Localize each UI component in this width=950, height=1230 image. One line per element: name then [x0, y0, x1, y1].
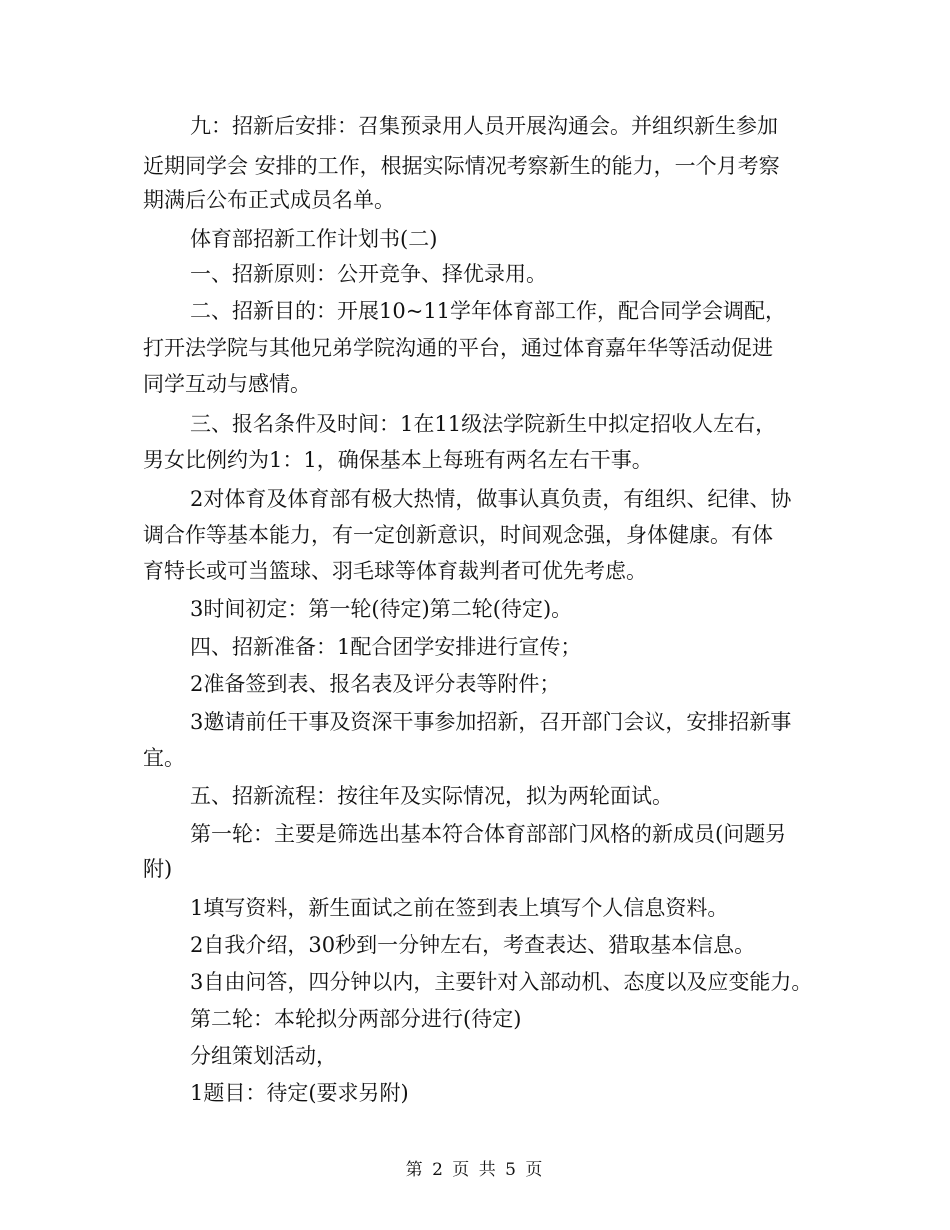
- text-line: 第一轮：主要是筛选出基本符合体育部部门风格的新成员(问题另: [190, 822, 787, 846]
- text-line: 1填写资料，新生面试之前在签到表上填写个人信息资料。: [190, 896, 729, 920]
- text-line: 育特长或可当篮球、羽毛球等体育裁判者可优先考虑。: [143, 559, 647, 583]
- text-line: 一、招新原则：公开竞争、择优录用。: [190, 262, 547, 286]
- page-footer: 第 2 页 共 5 页: [405, 1160, 545, 1180]
- text-line: 九：招新后安排：召集预录用人员开展沟通会。并组织新生参加: [190, 114, 778, 138]
- text-line: 3自由问答，四分钟以内，主要针对入部动机、态度以及应变能力。: [190, 970, 813, 994]
- text-line: 男女比例约为1：1，确保基本上每班有两名左右干事。: [143, 448, 653, 472]
- text-line: 2准备签到表、报名表及评分表等附件；: [190, 672, 561, 696]
- text-line: 三、报名条件及时间：1在11级法学院新生中拟定招收人左右，: [190, 412, 777, 436]
- text-line: 分组策划活动，: [190, 1044, 337, 1068]
- text-line: 二、招新目的：开展10~11学年体育部工作，配合同学会调配，: [190, 299, 787, 323]
- text-line: 附): [143, 857, 173, 881]
- text-line: 2对体育及体育部有极大热情，做事认真负责，有组织、纪律、协: [190, 487, 792, 511]
- text-line: 五、招新流程：按往年及实际情况，拟为两轮面试。: [190, 784, 673, 808]
- text-line: 近期同学会 安排的工作，根据实际情况考察新生的能力，一个月考察: [143, 154, 780, 178]
- text-line: 3邀请前任干事及资深干事参加招新，召开部门会议，安排招新事: [190, 710, 792, 734]
- text-line: 2自我介绍，30秒到一分钟左右，考查表达、猎取基本信息。: [190, 933, 756, 957]
- text-line: 打开法学院与其他兄弟学院沟通的平台，通过体育嘉年华等活动促进: [143, 336, 773, 360]
- text-line: 宜。: [143, 746, 185, 770]
- text-line: 调合作等基本能力，有一定创新意识，时间观念强，身体健康。有体: [143, 523, 773, 547]
- text-line: 1题目：待定(要求另附): [190, 1081, 409, 1105]
- text-line: 期满后公布正式成员名单。: [143, 188, 395, 212]
- text-line: 四、招新准备：1配合团学安排进行宣传；: [190, 635, 582, 659]
- text-line: 3时间初定：第一轮(待定)第二轮(待定)。: [190, 597, 573, 621]
- text-line: 同学互动与感情。: [143, 372, 311, 396]
- section-title: 体育部招新工作计划书(二): [190, 227, 438, 251]
- text-line: 第二轮：本轮拟分两部分进行(待定): [190, 1007, 522, 1031]
